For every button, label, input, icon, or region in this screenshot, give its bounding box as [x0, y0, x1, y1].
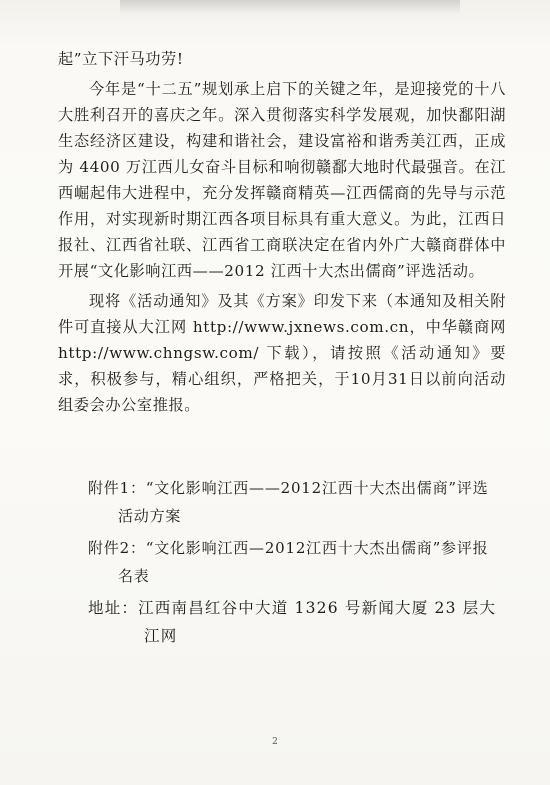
scan-top-shadow [120, 0, 460, 14]
page-number: 2 [272, 737, 278, 747]
spacer [58, 418, 506, 474]
attachment-1: 附件1：“文化影响江西——2012江西十大杰出儒商”评选活动方案 [88, 479, 489, 525]
attachment-2: 附件2：“文化影响江西—2012江西十大杰出儒商”参评报名表 [88, 539, 489, 585]
paragraph-notice: 现将《活动通知》及其《方案》印发下来（本通知及相关附件可直接从大江网 http://www.jxnews.com.cn，中华赣商网http://www.chngsw.com/ 下载），请按照《活动通知》要求，积极参与，精心组织，严格把关，于10月31日以前向活动组委会办公室推报。 [58, 292, 506, 414]
paragraph-continuation: 起”立下汗马功劳! [58, 50, 184, 68]
paragraph-main: 今年是“十二五”规划承上启下的关键之年，是迎接党的十八大胜利召开的喜庆之年。深入贯彻落实科学发展观，加快鄱阳湖生态经济区建设，构建和谐社会，建设富裕和谐秀美江西，正成为 4400 万江西儿女奋斗目标和响彻赣鄱大地时代最强音。在江西崛起伟大进程中，充分发挥赣商精英—江西儒商的先导与示范作用，对实现新时期江西各项目标具有重大意义。为此，江西日报社、江西省社联、江西省工商联决定在省内外广大赣商群体中开展“文化影响江西——2012 江西十大杰出儒商”评选活动。 [58, 80, 506, 280]
address-line: 地址：江西南昌红谷中大道 1326 号新闻大厦 23 层大江网 [88, 599, 497, 645]
